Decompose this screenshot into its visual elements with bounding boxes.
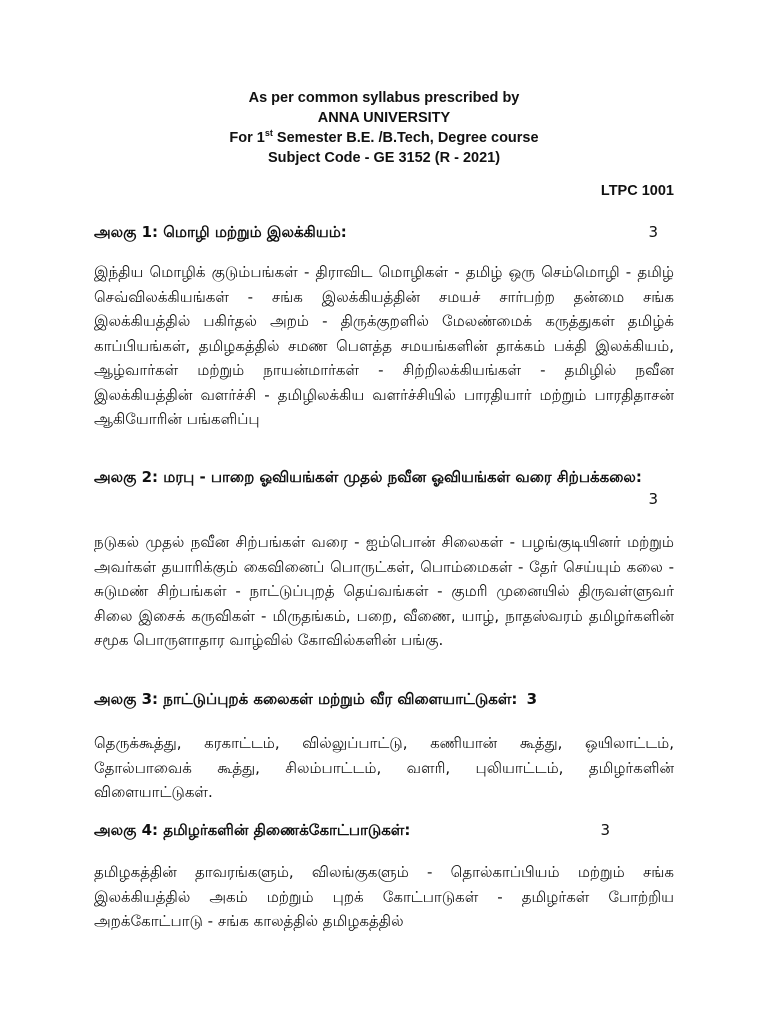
unit-3-heading <box>94 688 674 710</box>
unit-1-heading <box>94 221 674 243</box>
unit-4-heading <box>94 819 674 841</box>
unit-3-hours: 3 <box>526 690 538 708</box>
header-line-prescribed: As per common syllabus prescribed by <box>248 90 520 106</box>
unit-2-heading <box>94 466 674 508</box>
unit-3-title: அலகு 3: நாட்டுப்புறக் கலைகள் மற்றும் வீர விளையாட்டுகள்: <box>94 690 518 708</box>
header-line-semester: For 1st Semester B.E. /B.Tech, Degree course <box>229 128 539 146</box>
unit-1-hours: 3 <box>648 223 658 241</box>
header-line-subject-code: Subject Code - GE 3152 (R - 2021) <box>267 150 501 166</box>
header-line-university: ANNA UNIVERSITY <box>317 110 451 126</box>
unit-2-title: அலகு 2: மரபு - பாறை ஓவியங்கள் முதல் நவீன ஓவியங்கள் வரை சிற்பக்கலை: <box>94 468 642 486</box>
unit-2-body: நடுகல் முதல் நவீன சிற்பங்கள் வரை - ஐம்பொன் சிலைகள் - பழங்குடியினர் மற்றும் அவர்கள் தயாரிக்கும் கைவினைப் பொருட்கள், பொம்மைகள் - தேர் செய்யும் கலை - சுடுமண் சிற்பங்கள் - நாட்டுப்புறத் தெய்வங்கள் - குமரி முனையில் திருவள்ளுவர் சிலை இசைக் கருவிகள் - மிருதங்கம், பறை, வீணை, யாழ், நாதஸ்வரம் தமிழர்களின் சமூக பொருளாதார வாழ்வில் கோவில்களின் பங்கு. <box>94 533 674 649</box>
unit-1-title: அலகு 1: மொழி மற்றும் இலக்கியம்: <box>94 223 347 241</box>
unit-4-hours: 3 <box>600 821 610 839</box>
syllabus-header <box>0 88 768 168</box>
unit-3-body: தெருக்கூத்து, கரகாட்டம், வில்லுப்பாட்டு, கணியான் கூத்து, ஒயிலாட்டம், தோல்பாவைக் கூத்து, சிலம்பாட்டம், வளரி, புலியாட்டம், தமிழர்களின் விளையாட்டுகள். <box>94 734 674 801</box>
ltpc-label: LTPC 1001 <box>600 183 674 199</box>
unit-4-title: அலகு 4: தமிழர்களின் திணைக்கோட்பாடுகள்: <box>94 821 411 839</box>
unit-4-body: தமிழகத்தின் தாவரங்களும், விலங்குகளும் - தொல்காப்பியம் மற்றும் சங்க இலக்கியத்தில் அகம் மற்றும் புறக் கோட்பாடுகள் - தமிழர்கள் போற்றிய அறக்கோட்பாடு - சங்க காலத்தில் தமிழகத்தில் <box>94 863 674 930</box>
unit-1-body: இந்திய மொழிக் குடும்பங்கள் - திராவிட மொழிகள் - தமிழ் ஒரு செம்மொழி - தமிழ் செவ்விலக்கியங்கள் - சங்க இலக்கியத்தின் சமயச் சார்பற்ற தன்மை சங்க இலக்கியத்தில் பகிர்தல் அறம் - திருக்குறளில் மேலண்மைக் கருத்துகள் தமிழ்க் காப்பியங்கள், தமிழகத்தில் சமண பௌத்த சமயங்களின் தாக்கம் பக்தி இலக்கியம், ஆழ்வார்கள் மற்றும் நாயன்மார்கள் - சிற்றிலக்கியங்கள் - தமிழில் நவீன இலக்கியத்தின் வளர்ச்சி - தமிழிலக்கிய வளர்ச்சியில் பாரதியார் மற்றும் பாரதிதாசன் ஆகியோரின் பங்களிப்பு <box>94 263 674 428</box>
unit-2-hours: 3 <box>648 490 658 508</box>
